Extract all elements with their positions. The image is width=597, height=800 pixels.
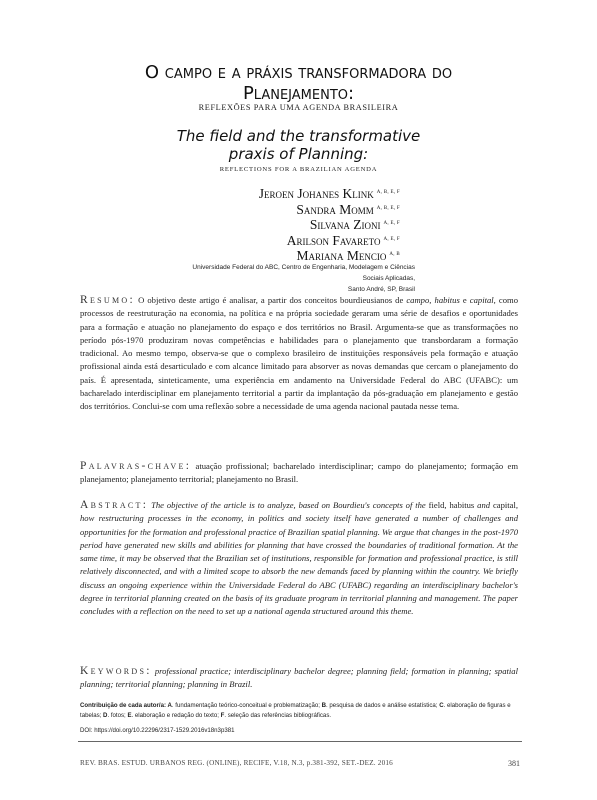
author-affiliation-marks: A, E, F — [383, 236, 400, 242]
subtitle-english: REFLECTIONS FOR A BRAZILIAN AGENDA — [219, 166, 378, 173]
text-run: , — [429, 295, 435, 305]
text-run: F — [220, 711, 225, 719]
text-run: A — [167, 702, 172, 709]
author-entry — [150, 233, 400, 249]
title-english-line: praxis of Planning: — [228, 144, 369, 163]
author-affiliation-marks: A, E, F — [383, 221, 400, 226]
abstract-paragraph — [80, 499, 518, 619]
text-run: e — [459, 295, 470, 305]
keywords-paragraph — [80, 665, 518, 692]
text-run: habitus — [434, 295, 460, 305]
text-run: and — [474, 500, 493, 510]
author-name: Mariana Mencio — [296, 248, 387, 263]
footer-divider — [78, 741, 522, 742]
text-run: B — [321, 702, 327, 709]
subtitle-portuguese: REFLEXÕES PARA UMA AGENDA BRASILEIRA — [198, 103, 399, 112]
author-contribution — [80, 701, 520, 720]
text-run: capital — [492, 500, 516, 510]
affiliation-line: Universidade Federal do ABC, Centro de Engenharia, Modelagem e Ciências Sociais Aplicadas, — [192, 264, 415, 282]
author-list — [150, 186, 400, 264]
author-entry — [150, 186, 400, 202]
text-run: . seleção das referências bibliográficas. — [224, 711, 332, 719]
author-name: Silvana Zioni — [309, 217, 381, 232]
text-run: capital — [469, 295, 494, 305]
palavras-chave-text: atuação profissional; bacharelado interdisciplinar; campo do planejamento; formação em planejamento; planejamento territorial; planejamento no Brasil. — [80, 461, 519, 485]
abstract-text — [80, 500, 518, 616]
text-run: , how restructuring processes in the economy, in politics and society itself have generated a number of challenges and opportunities for the formation and professional practice of Brazilian spatial planning. We argue that changes in the post-1970 period have generated new skills and abilities for planning that have crossed the boundaries of traditional formation. At the same time, it may be observed that the Brazilian set of institutions, responsible for formation and professional practice, is still relatively disconnected, and with a limited scope to absorb the new demands faced by planning within the country. We briefly discuss an ongoing experience within the Universidade Federal do ABC (UFABC) regarding an interdisciplinary bachelor's degree in territorial planning created on the basis of its graduate program in territorial planning and management. The paper concludes with a reflection on the need to set up a national agenda structured around this theme. — [80, 500, 519, 617]
text-run: field — [428, 500, 445, 510]
text-run: , como processos de reestruturação na economia, na política e na própria sociedade geraram uma série de desafios e oportunidades para a formação e atuação no planejamento do espaço e dos territórios no Brasil. Argumenta-se que as transformações no período pós-1970 produziram novas competências e habilidades para o planejamento que transbordaram a formação tradicional. Ao mesmo tempo, observa-se que o complexo brasileiro de instituições responsáveis pela formação e atuação profissional ainda está desarticulado e com alcance limitado para absorver as novas demandas que cercam o planejamento do país. É apresentada, sinteticamente, uma experiência em andamento na Universidade Federal do ABC (UFABC): um bacharelado interdisciplinar em planejamento territorial a partir da implantação da pós-graduação em planejamento e gestão dos territórios. Conclui-se com uma reflexão sobre a necessidade de uma agenda nacional pautada nesse tema. — [80, 295, 518, 412]
author-affiliation-marks: A, B, E, F — [376, 190, 400, 195]
author-name: Arilson Favareto — [286, 232, 381, 248]
text-run: . fundamentação teórico-conceitual e problematização; — [171, 702, 322, 709]
text-run: . pesquisa de dados e análise estatística; — [326, 702, 440, 709]
text-run: . elaboração de figuras e tabelas; — [80, 702, 511, 719]
title-portuguese-line: O campo e a práxis transformadora do — [144, 62, 453, 83]
keywords-text: professional practice; interdisciplinary bachelor degree; planning field; formation in planning; spatial planning; territorial planning; planning in Brazil. — [80, 666, 518, 690]
title-english — [40, 128, 557, 163]
text-run: , — [444, 500, 450, 510]
affiliation — [180, 262, 415, 295]
text-run: . fotos; — [107, 711, 128, 719]
resumo-text — [80, 295, 518, 411]
text-run: campo — [406, 295, 430, 305]
title-portuguese-line: Planejamento: — [242, 83, 355, 104]
author-entry — [150, 217, 400, 233]
page-number: 381 — [508, 759, 520, 768]
palavras-chave-paragraph — [80, 460, 518, 487]
author-affiliation-marks: A, B — [389, 252, 400, 257]
author-name: Jeroen Johanes Klink — [258, 186, 374, 201]
text-run: O objetivo deste artigo é analisar, a partir dos conceitos bourdieusianos de — [138, 295, 407, 305]
title-english-line: The field and the transformative — [176, 127, 421, 145]
text-run: habitus — [449, 500, 475, 510]
palavras-chave-label: Palavras-chave: — [80, 460, 192, 472]
title-portuguese — [40, 62, 557, 104]
affiliation-line: Santo André, SP, Brasil — [347, 286, 415, 293]
text-run: D — [103, 711, 108, 719]
doi-link[interactable]: DOI: https://doi.org/10.22296/2317-1529.2016v18n3p381 — [80, 727, 235, 734]
text-run: . elaboração e redação do texto; — [131, 711, 221, 719]
author-name: Sandra Momm — [296, 201, 374, 217]
author-affiliation-marks: A, B, E, F — [376, 205, 400, 211]
keywords-label: Keywords: — [80, 665, 152, 677]
text-run: The objective of the article is to analyze, based on Bourdieu's concepts of the — [151, 500, 429, 510]
journal-citation: REV. BRAS. ESTUD. URBANOS REG. (ONLINE), RECIFE, V.18, N.3, p.381-392, SET.-DEZ. 2016 — [80, 759, 393, 767]
resumo-paragraph — [80, 294, 518, 414]
author-entry — [150, 202, 400, 218]
abstract-label: Abstract: — [80, 499, 149, 511]
text-run: E — [127, 711, 132, 719]
text-run: C — [439, 702, 444, 709]
text-run: Contribuição de cada autor/a: — [80, 702, 168, 709]
resumo-label: Resumo: — [80, 294, 135, 306]
